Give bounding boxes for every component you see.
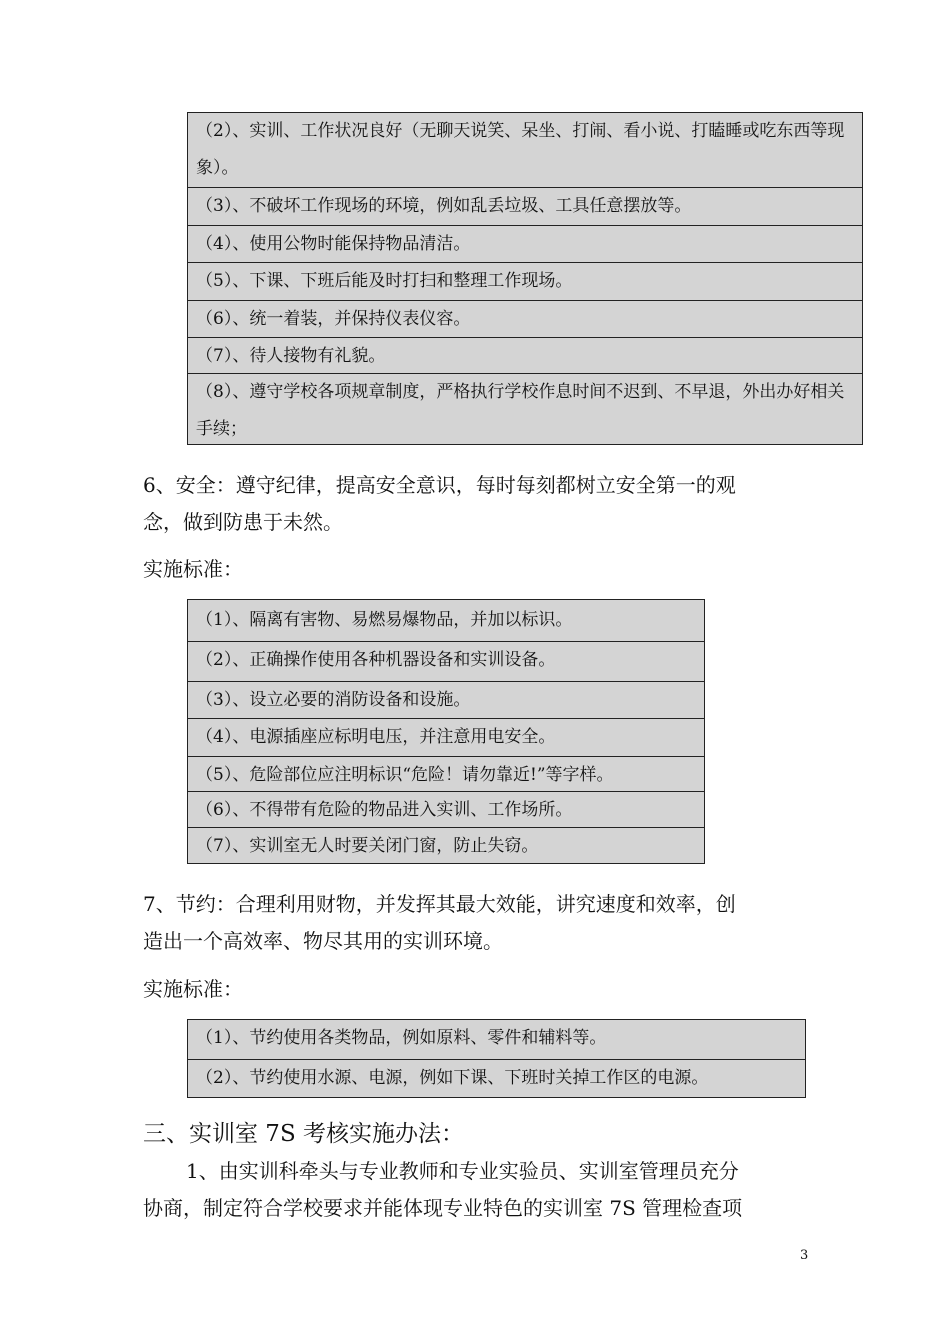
section-3-heading: 三、实训室 7S 考核实施办法： — [143, 1121, 465, 1147]
table-row: （7）、实训室无人时要关闭门窗，防止失窃。 — [188, 828, 704, 863]
table-row: （6）、统一着装，并保持仪表仪容。 — [188, 301, 862, 338]
safety-standards-table — [187, 599, 705, 864]
table-row: （2）、节约使用水源、电源，例如下课、下班时关掉工作区的电源。 — [188, 1060, 805, 1097]
table-row: （4）、电源插座应标明电压，并注意用电安全。 — [188, 719, 704, 757]
hygiene-standards-table — [187, 112, 863, 445]
section-6-line-2: 念，做到防患于未然。 — [143, 510, 343, 534]
table-row: （1）、节约使用各类物品，例如原料、零件和辅料等。 — [188, 1020, 805, 1060]
section-6-standard-label: 实施标准： — [143, 557, 243, 581]
saving-standards-table — [187, 1019, 806, 1098]
table-row: （4）、使用公物时能保持物品清洁。 — [188, 226, 862, 263]
table-row: （5）、危险部位应注明标识“危险！请勿靠近!”等字样。 — [188, 757, 704, 792]
table-row: （2）、正确操作使用各种机器设备和实训设备。 — [188, 642, 704, 682]
table-row: （2）、实训、工作状况良好（无聊天说笑、呆坐、打闹、看小说、打瞌睡或吃东西等现象）。 — [188, 113, 862, 188]
table-row: （7）、待人接物有礼貌。 — [188, 338, 862, 374]
table-row: （1）、隔离有害物、易燃易爆物品，并加以标识。 — [188, 600, 704, 642]
table-row: （5）、下课、下班后能及时打扫和整理工作现场。 — [188, 263, 862, 301]
table-row: （3）、不破坏工作现场的环境，例如乱丢垃圾、工具任意摆放等。 — [188, 188, 862, 226]
section-7-line-1: 7、节约：合理利用财物，并发挥其最大效能，讲究速度和效率，创 — [143, 892, 736, 916]
section-6-line-1: 6、安全：遵守纪律，提高安全意识，每时每刻都树立安全第一的观 — [143, 473, 736, 497]
section-7-standard-label: 实施标准： — [143, 977, 243, 1001]
page-number: 3 — [800, 1248, 809, 1263]
section-3-line-2: 协商，制定符合学校要求并能体现专业特色的实训室 7S 管理检查项 — [143, 1196, 743, 1220]
section-7-line-2: 造出一个高效率、物尽其用的实训环境。 — [143, 929, 503, 953]
section-3-line-1: 1、由实训科牵头与专业教师和专业实验员、实训室管理员充分 — [186, 1159, 739, 1183]
table-row: （6）、不得带有危险的物品进入实训、工作场所。 — [188, 792, 704, 828]
table-row: （3）、设立必要的消防设备和设施。 — [188, 682, 704, 719]
table-row: （8）、遵守学校各项规章制度，严格执行学校作息时间不迟到、不早退，外出办好相关手续； — [188, 374, 862, 444]
